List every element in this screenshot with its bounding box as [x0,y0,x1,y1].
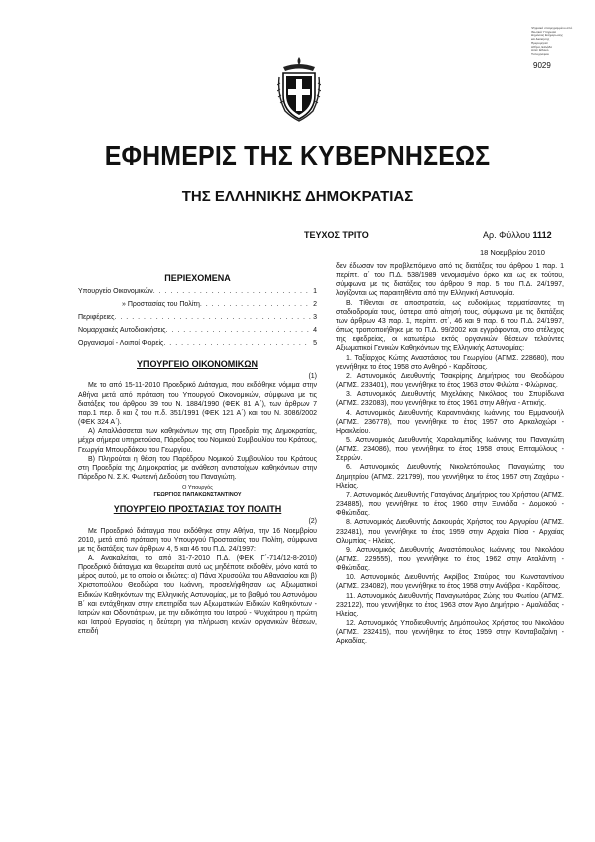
toc-leader-dots [200,298,311,311]
gazette-title: ΕΦΗΜΕΡΙΣ ΤΗΣ ΚΥΒΕΡΝΗΣΕΩΣ [104,140,491,171]
paragraph: 3. Αστυνομικός Διευθυντής Μιχελάκης Νικόλαος του Σπυρίδωνα (ΑΓΜΣ. 232083), που γεννήθηκε το έτος 1961 στην Αθήνα - Αττικής. [336,391,564,408]
section1-body [78,381,317,482]
toc-label: » Προστασίας του Πολίτη [122,301,200,309]
paragraph: 7. Αστυνομικός Διευθυντής Γαταγάνας Δημήτριος του Χρήστου (ΑΓΜΣ. 234885), που γεννήθηκε το έτος 1960 στην Ξυνιάδα - Δομοκού - Φθιώτιδας. [336,491,564,518]
paragraph: 2. Αστυνομικός Διευθυντής Τσακρίρης Δημήτριος του Θεοδώρου (ΑΓΜΣ. 233401), που γεννήθηκε το έτος 1963 στον Φιλώτα - Φλώρινας. [336,372,564,390]
section2-body [78,527,317,637]
paragraph: Α. Ανακαλείται, το από 31-7-2010 Π.Δ. (ΦΕΚ Γ΄-714/12-8-2010) Προεδρικό διάταγμα και θεωρείται αυτό ως μηδέποτε εκδοθέν, μόνο κατά το μέρος αυτού, με το οποίο οι ιδιώτες: α) Πάνα Χρυσούλα του Αθανασίου και β) Χριστοπούλου Θεοδώρα του Ιωάννη, προσελήφθησαν ως Αξιωματικοί Ειδικών Καθηκόντων της Ελληνικής Αστυνομίας, με το βαθμό του Αστυνόμου Β΄ και εντάχθηκαν στην επετηρίδα των Αξιωματικών Ειδικών Καθηκόντων - Ιατρών και Οδοντιάτρων, με την ειδικότητα του Ιατρού - Ψυχιάτρου η πρώτη και Ιατρού Εργασίας η δεύτερη για πλήρωση κενών οργανικών θέσεων, επειδή [78,554,317,636]
section1-number: (1) [308,373,317,381]
toc-row [78,298,317,311]
toc-label: Περιφέρειες [78,314,115,322]
toc-page: 5 [313,340,317,348]
toc-label: Υπουργείο Οικονομικών [78,288,153,296]
paragraph: 9. Αστυνομικός Διευθυντής Αναστόπουλος Ιωάννης του Νικολάου (ΑΓΜΣ. 229555), που γεννήθηκε το έτος 1962 στην Αταλάντη - Φθιώτιδας. [336,546,564,573]
page-number: 9029 [533,61,551,70]
toc-heading: ΠΕΡΙΕΧΟΜΕΝΑ [164,273,231,283]
paragraph: 5. Αστυνομικός Διευθυντής Χαραλαμπίδης Ιωάννης του Παναγιώτη (ΑΓΜΣ. 234086), που γεννήθηκε το έτος 1958 στους Επταμύλους - Σερρών. [336,436,564,463]
table-of-contents [78,285,317,350]
toc-page: 2 [313,301,317,309]
paragraph: Με το από 15-11-2010 Προεδρικό Διάταγμα, που εκδόθηκε νόμιμα στην Αθήνα μετά από πρόταση του Υπουργού Οικονομικών, σύμφωνα με τις διατάξεις του άρθρου 39 του Ν. 1884/1990 (ΦΕΚ 81 Α΄), των άρθρων 7 παρ.1 περ. δ και ζ του π.δ. 351/1991 (ΦΕΚ 121 Α΄) και του Ν. 3086/2002 (ΦΕΚ 324 Α΄). [78,382,317,427]
stamp-line: Δημόσιας Ενημέρωσης [531,33,563,38]
paragraph: δεν έδωσαν τον προβλεπόμενο από τις διατάξεις του άρθρου 1 παρ. 1 περίπτ. α΄ του Π.Δ. 538/1989 νενομισμένο όρκο και ως εκ τούτου, σύμφωνα με τις διατάξεις του άρθρου 9 παρ. 5 του Π.Δ. 24/1997, λογίζονται ως παραιτηθέντα από την Ελληνική Αστυνομία. [336,263,564,298]
signature-title: Ο Υπουργός [182,485,213,492]
stamp-line: Αθήνα, Ελλάδα [531,44,552,49]
right-column [336,262,564,647]
paragraph: 1. Ταξίαρχος Κώτης Αναστάσιος του Γεωργίου (ΑΓΜΣ. 228680), που γεννήθηκε το έτος 1958 στο Ανθηρό - Καρδίτσας. [336,354,564,371]
paragraph: 12. Αστυνομικός Υποδιευθυντής Δημόπουλος Χρήστος του Νικολάου (ΑΓΜΣ. 232415), που γεννήθηκε το έτος 1959 στην Κονταβαζαίνη - Αρκαδίας. [336,620,564,646]
toc-label: Οργανισμοί - Λοιποί Φορείς [78,340,164,348]
paragraph: 6. Αστυνομικός Διευθυντής Νικολετόπουλος Παναγιώτης του Δημητρίου (ΑΓΜΣ. 221799), που γεννήθηκε το έτος 1957 στη Ζαχάρω - Ηλείας. [336,464,564,490]
toc-page: 4 [313,327,317,335]
paragraph: Με Προεδρικό διάταγμα που εκδόθηκε στην Αθήνα, την 16 Νοεμβρίου 2010, μετά από πρόταση του Υπουργού Προστασίας του Πολίτη, σύμφωνα με τις διατάξεις των άρθρων 4, 5 και 46 του Π.Δ. 24/1997: [78,527,317,553]
left-column [78,262,317,636]
issue-label: ΤΕΥΧΟΣ ΤΡΙΤΟ [304,230,369,240]
stamp-line: Ψηφιακά υπογεγραμμένο από [531,26,573,30]
section1-heading: ΥΠΟΥΡΓΕΙΟ ΟΙΚΟΝΟΜΙΚΩΝ [137,359,258,370]
toc-leader-dots [153,285,311,298]
paragraph: 4. Αστυνομικός Διευθυντής Καραντινάκης Ιωάννης του Εμμανουήλ (ΑΓΜΣ. 236778), που γεννήθηκε το έτος 1957 στο Αρκαλοχώρι - Ηρακλείου. [336,409,564,435]
toc-row [78,324,317,337]
sheet-number [483,230,552,240]
issue-date: 18 Νοεμβρίου 2010 [480,248,545,257]
paragraph: 10. Αστυνομικός Διευθυντής Ακρίβος Σταύρος του Κωνσταντίνου (ΑΓΜΣ. 234082), που γεννήθηκε το έτος 1958 στην Ανάβρα - Καρδίτσας. [336,574,564,591]
toc-page: 3 [313,314,317,322]
toc-page: 1 [313,288,317,296]
stamp-line: Ημερομηνία: [531,40,549,45]
toc-label: Νομαρχιακές Αυτοδιοικήσεις [78,327,166,335]
toc-leader-dots [163,337,311,350]
sheet-number-value: 1112 [532,230,552,240]
section2-heading: ΥΠΟΥΡΓΕΙΟ ΠΡΟΣΤΑΣΙΑΣ ΤΟΥ ΠΟΛΙΤΗ [113,504,282,515]
section1-signature [78,485,317,499]
stamp-line: και Διοίκησης [531,37,550,42]
digital-signature-stamp [531,27,577,57]
paragraph: Β. Τίθενται σε αποστρατεία, ως ευδοκίμως τερματίσαντες τη σταδιοδρομία τους, ύστερα από αίτησή τους, σύμφωνα με τις διατάξεις των άρθρων 43 παρ. 1, περίπτ. στ΄, 46 και 9 παρ. 6 του Π.Δ. 24/1997, όπως τροποποιήθηκε με το Π.Δ. 99/2002 και εγγράφονται, στο στέλεχος της εφεδρείας, οι κατωτέρω εκτός οργανικών θέσεων τελούντες Αξιωματικοί Γενικών Καθηκόντων της Ελληνικής Αστυνομίας: [336,299,564,353]
toc-row [78,285,317,298]
gazette-subtitle: ΤΗΣ ΕΛΛΗΝΙΚΗΣ ΔΗΜΟΚΡΑΤΙΑΣ [181,188,414,205]
sheet-label: Αρ. Φύλλου [483,230,531,240]
paragraph: 11. Αστυνομικός Διευθυντής Παναγιωτάρας Ζώης του Φωτίου (ΑΓΜΣ. 232122), που γεννήθηκε το έτος 1963 στον Άγιο Δημήτριο - Αμαλιάδας - Ηλείας. [336,592,564,618]
toc-row [78,337,317,350]
toc-row [78,311,317,324]
paragraph: Β) Πληρούται η θέση του Παρέδρου Νομικού Συμβουλίου του Κράτους στη Προεδρία της Δημοκρατίας με ανάθεση αντιστοίχων καθηκόντων στην Πάρεδρο Ν. Σ.Κ. Φωτεινή Δεδούση του Παναγιώτη. [78,455,317,482]
stamp-line: Αιτία: Εθνικό [531,48,549,53]
stamp-line: Τυπογραφείο [531,51,550,56]
signature-name: ΓΕΩΡΓΙΟΣ ΠΑΠΑΚΩΝΣΤΑΝΤΙΝΟΥ [153,492,242,499]
paragraph: 8. Αστυνομικός Διευθυντής Δακουράς Χρήστος του Αργυρίου (ΑΓΜΣ. 232481), που γεννήθηκε το έτος 1959 στην Αρχαία Πίσα - Αρχαίας Ολυμπίας - Ηλείας. [336,519,564,545]
toc-leader-dots [115,311,312,324]
section2-number: (2) [308,518,317,526]
greek-coat-of-arms-emblem [277,55,321,123]
toc-leader-dots [166,324,312,337]
paragraph: Α) Απαλλάσσεται των καθηκόντων της στη Προεδρία της Δημοκρατίας, μέχρι σήμερα υπηρετούσα, Πάρεδρος του Νομικού Συμβουλίου του Κράτους, Γεωργία Μπουρδάκου του Γεωργίου. [78,428,317,454]
stamp-line: Ιδιωτικά Υπηρεσία [531,29,557,34]
